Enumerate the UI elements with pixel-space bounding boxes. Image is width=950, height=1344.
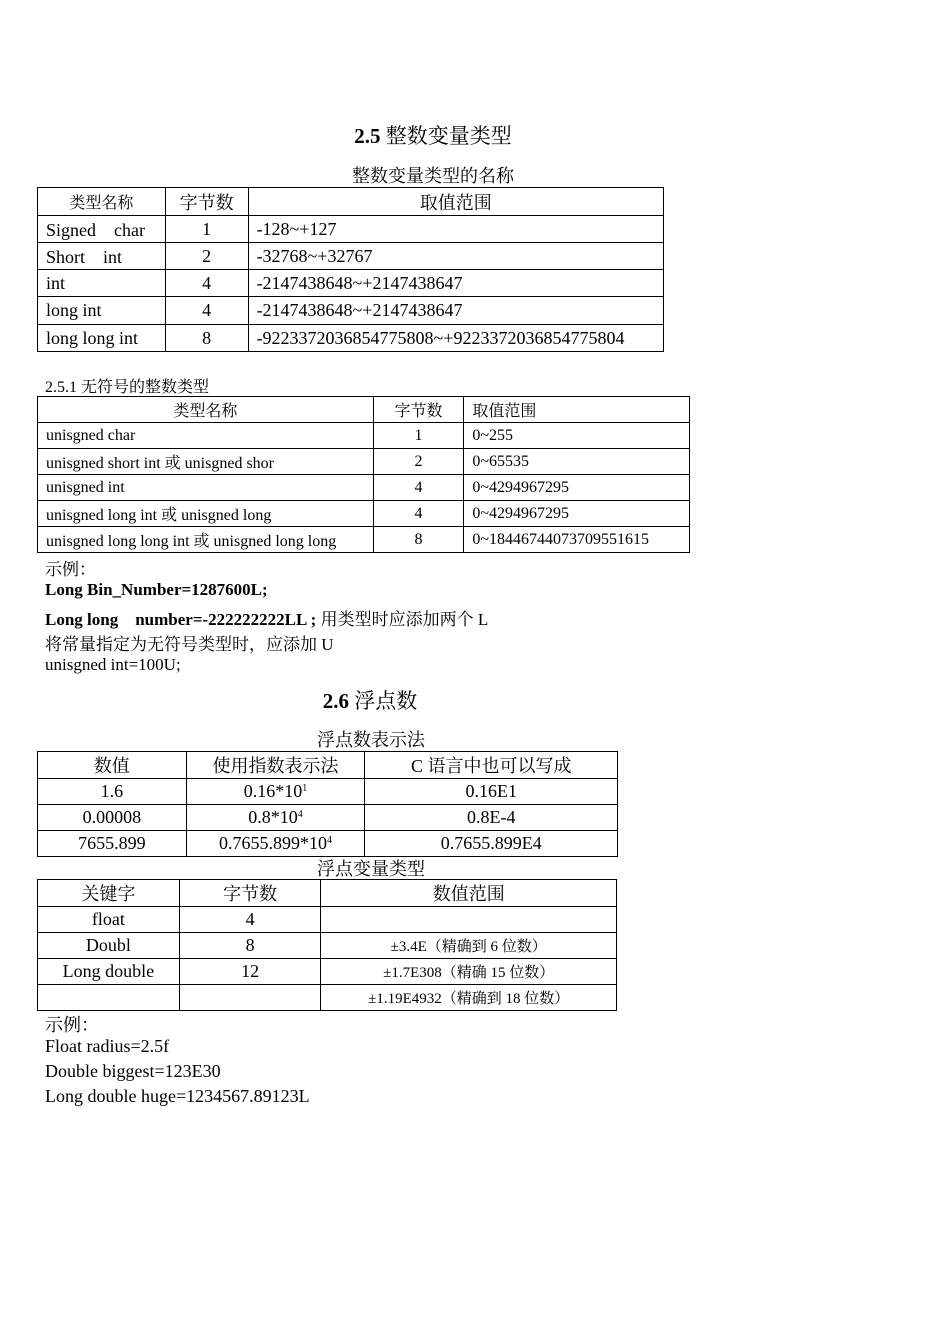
exponent-cell: $0.16*10^1$ [186,779,365,805]
keyword-cell [38,985,180,1011]
code-line: Double biggest=123E30 [45,1061,221,1081]
table-caption: 整数变量类型的名称 [352,166,514,186]
float-types-table [37,879,617,1011]
range-cell: -2147438648~+2147438647 [248,297,663,325]
bytes-cell: 1 [373,423,464,449]
range-cell: ±1.7E308（精确 15 位数） [321,959,617,985]
type-cell: unisgned long int 或 unisgned long [38,501,374,527]
table-row [38,449,690,475]
table-caption: 浮点变量类型 [317,859,425,879]
c-notation-cell: 0.8E-4 [365,805,618,831]
table-row [38,243,664,270]
bytes-cell: 2 [373,449,464,475]
type-cell: unisgned long long int 或 unisgned long long [38,527,374,553]
type-cell: long long int [38,325,166,352]
bytes-cell: 4 [165,297,248,325]
table-header: 字节数 [165,188,248,216]
table-row [38,831,618,857]
note-line: 将常量指定为无符号类型时，应添加 U [45,635,334,654]
table-row [38,270,664,297]
value-cell: 7655.899 [38,831,187,857]
value-cell: 1.6 [38,779,187,805]
bytes-cell: 8 [165,325,248,352]
table-header: 类型名称 [38,188,166,216]
table-row [38,216,664,243]
type-cell: unisgned int [38,475,374,501]
table-header: 数值范围 [321,880,617,907]
range-cell: -32768~+32767 [248,243,663,270]
range-cell: ±3.4E（精确到 6 位数） [321,933,617,959]
section-title: 浮点数 [354,689,418,713]
table-row [38,297,664,325]
range-cell: 0~18446744073709551615 [464,527,690,553]
table-row [38,985,617,1011]
type-cell: unisgned char [38,423,374,449]
table-header: 使用指数表示法 [186,752,365,779]
range-cell: -2147438648~+2147438647 [248,270,663,297]
c-notation-cell: 0.7655.899E4 [365,831,618,857]
range-cell: 0~255 [464,423,690,449]
bytes-cell: 2 [165,243,248,270]
bytes-cell: 8 [373,527,464,553]
type-cell: Signed char [38,216,166,243]
table-row [38,501,690,527]
type-cell: long int [38,297,166,325]
value-cell: 0.00008 [38,805,187,831]
table-header: C 语言中也可以写成 [365,752,618,779]
table-row [38,907,617,933]
code-note: 用类型时应添加两个 L [316,610,489,629]
bytes-cell: 12 [179,959,321,985]
table-row [38,325,664,352]
range-cell: -128~+127 [248,216,663,243]
code-line: unisgned int=100U; [45,655,181,674]
keyword-cell: Doubl [38,933,180,959]
unsigned-types-table [37,396,690,553]
section-number: 2.6 [322,689,349,713]
range-cell: -9223372036854775808~+9223372036854775804 [248,325,663,352]
range-cell [321,907,617,933]
code-bold: Long long number=-222222222LL ; [45,610,317,629]
section-2-5-heading [0,120,866,150]
example-label: 示例： [45,1015,99,1035]
table-header: 取值范围 [248,188,663,216]
bytes-cell: 4 [165,270,248,297]
table-row [38,805,618,831]
example-label: 示例： [45,560,96,579]
table-row [38,779,618,805]
bytes-cell: 4 [179,907,321,933]
type-cell: unisgned short int 或 unisgned shor [38,449,374,475]
table-row [38,959,617,985]
table-header: 数值 [38,752,187,779]
bytes-cell [179,985,321,1011]
table-row [38,933,617,959]
bytes-cell: 1 [165,216,248,243]
range-cell: 0~4294967295 [464,501,690,527]
table-header: 类型名称 [38,397,374,423]
bytes-cell: 8 [179,933,321,959]
range-cell: ±1.19E4932（精确到 18 位数） [321,985,617,1011]
table-header: 字节数 [373,397,464,423]
section-2-6-heading [0,685,740,715]
float-notation-table [37,751,618,857]
table-row [38,423,690,449]
code-line: Long Bin_Number=1287600L; [45,580,268,599]
keyword-cell: float [38,907,180,933]
exponent-cell: $0.7655.899*10^4$ [186,831,365,857]
section-title: 整数变量类型 [385,124,512,148]
type-cell: int [38,270,166,297]
table-header: 字节数 [179,880,321,907]
table-header: 关键字 [38,880,180,907]
subsection-2-5-1-title: 2.5.1 无符号的整数类型 [45,379,210,396]
section-number: 2.5 [354,124,381,148]
exponent-cell: $0.8*10^4$ [186,805,365,831]
code-line: Long double huge=1234567.89123L [45,1086,310,1106]
bytes-cell: 4 [373,475,464,501]
c-notation-cell: 0.16E1 [365,779,618,805]
bytes-cell: 4 [373,501,464,527]
range-cell: 0~4294967295 [464,475,690,501]
table-row [38,527,690,553]
table-header: 取值范围 [464,397,690,423]
table-caption: 浮点数表示法 [317,730,425,750]
range-cell: 0~65535 [464,449,690,475]
type-cell: Short int [38,243,166,270]
keyword-cell: Long double [38,959,180,985]
table-row [38,475,690,501]
integer-types-table [37,187,664,352]
code-line [45,605,488,630]
code-line: Float radius=2.5f [45,1036,170,1056]
